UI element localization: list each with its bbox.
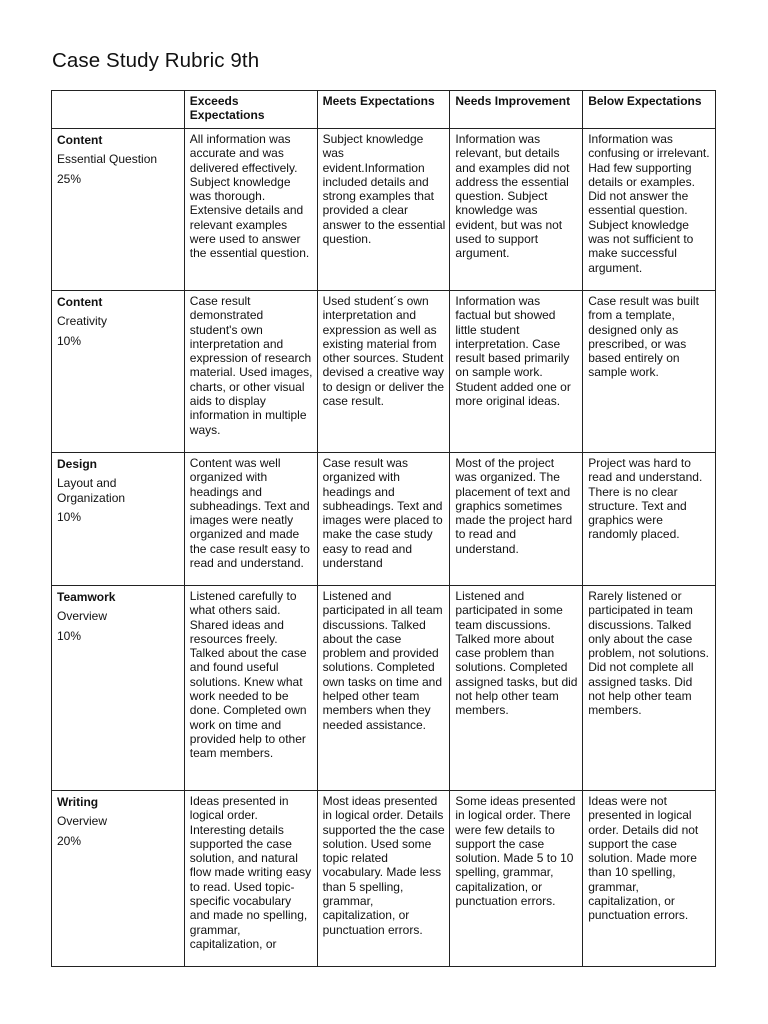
- below-cell: [583, 129, 716, 291]
- exceeds-text: All information was accurate and was delivered effectively. Subject knowledge was thorough. Extensive details and relevant examples were used to answer the essential question.: [189, 132, 310, 261]
- needs-cell: [450, 291, 583, 453]
- header-category: [52, 91, 185, 129]
- meets-text: Case result was organized with headings and subheadings. Text and images were placed to make the case study easy to read and understand: [322, 456, 443, 571]
- category-subtitle: Overview: [57, 814, 108, 829]
- needs-text: Most of the project was organized. The placement of text and graphics sometimes made the project hard to read and understand.: [455, 456, 573, 556]
- category-name: Writing: [57, 795, 99, 809]
- below-text: Case result was built from a template, designed only as prescribed, or was based entirely on sample work.: [588, 294, 699, 380]
- below-text: Ideas were not presented in logical order. Details did not support the case solution. Made more than 10 spelling, grammar, capitalization, or punctuation errors.: [588, 794, 699, 923]
- header-needs-improvement: Needs Improvement: [450, 91, 583, 129]
- category-name: Teamwork: [57, 590, 116, 604]
- category-weight: 10%: [57, 628, 82, 643]
- meets-cell: [317, 129, 450, 291]
- meets-cell: [317, 791, 450, 967]
- category-cell: [52, 291, 185, 453]
- meets-cell: [317, 291, 450, 453]
- category-cell: [52, 129, 185, 291]
- header-exceeds-expectations: Exceeds Expectations: [184, 91, 317, 129]
- category-subtitle: Layout and Organization: [57, 476, 126, 505]
- exceeds-cell: [184, 129, 317, 291]
- table-row: [52, 129, 716, 291]
- header-below-expectations: Below Expectations: [583, 91, 716, 129]
- category-subtitle: Overview: [57, 609, 108, 624]
- below-text: Rarely listened or participated in team discussions. Talked only about the case problem, not solutions. Did not complete all assigned tasks. Did not help other team members.: [588, 589, 709, 718]
- meets-text: Subject knowledge was evident.Information included details and strong examples that provided a clear answer to the essential question.: [322, 132, 446, 247]
- category-cell: [52, 791, 185, 967]
- rubric-table: [51, 90, 716, 967]
- below-text: Project was hard to read and understand. There is no clear structure. Text and graphics were randomly placed.: [588, 456, 703, 542]
- page-title: Case Study Rubric 9th: [52, 49, 260, 72]
- meets-text: Listened and participated in all team discussions. Talked about the case problem and provided solutions. Completed own tasks on time and helped other team members when they needed assistance.: [322, 589, 443, 732]
- needs-cell: [450, 129, 583, 291]
- category-weight: 20%: [57, 833, 82, 848]
- category-weight: 10%: [57, 509, 82, 524]
- needs-cell: [450, 453, 583, 586]
- category-name: Content: [57, 133, 103, 147]
- needs-text: Information was factual but showed little student interpretation. Case result based primarily on sample work. Student added one or more original ideas.: [455, 294, 571, 409]
- table-row: [52, 291, 716, 453]
- exceeds-text: Case result demonstrated student's own interpretation and expression of research material. Used images, charts, or other visual aids to display information in multiple ways.: [189, 294, 313, 437]
- exceeds-text: Listened carefully to what others said. Shared ideas and resources freely. Talked about the case and found useful solutions. Knew what work needed to be done. Completed own work on time and provided help to other team members.: [189, 589, 307, 761]
- needs-text: Information was relevant, but details and examples did not address the essential question. Subject knowledge was evident, but was not used to support argument.: [455, 132, 570, 261]
- category-cell: [52, 586, 185, 791]
- exceeds-cell: [184, 586, 317, 791]
- needs-text: Listened and participated in some team discussions. Talked more about case problem than solutions. Completed assigned tasks, but did not help other team members.: [455, 589, 578, 718]
- category-weight: 25%: [57, 171, 82, 186]
- table-row: [52, 791, 716, 967]
- category-cell: [52, 453, 185, 586]
- header-row: [52, 91, 716, 129]
- exceeds-cell: [184, 453, 317, 586]
- meets-cell: [317, 586, 450, 791]
- exceeds-cell: [184, 791, 317, 967]
- below-cell: [583, 453, 716, 586]
- below-cell: [583, 291, 716, 453]
- category-name: Design: [57, 457, 98, 471]
- needs-cell: [450, 586, 583, 791]
- meets-cell: [317, 453, 450, 586]
- table-row: [52, 453, 716, 586]
- below-cell: [583, 586, 716, 791]
- exceeds-text: Content was well organized with headings and subheadings. Text and images were neatly organized and made the case result easy to read and understand.: [189, 456, 310, 571]
- category-weight: 10%: [57, 333, 82, 348]
- category-subtitle: Essential Question: [57, 152, 158, 167]
- table-row: [52, 586, 716, 791]
- exceeds-text: Ideas presented in logical order. Interesting details supported the case solution, and natural flow made writing easy to read. Used topic-specific vocabulary and made no spelling, grammar, capitalization, or: [189, 794, 312, 951]
- exceeds-cell: [184, 291, 317, 453]
- meets-text: Used student´s own interpretation and expression as well as existing material from other sources. Student devised a creative way to design or deliver the case result.: [322, 294, 444, 409]
- below-text: Information was confusing or irrelevant. Had few supporting details or examples. Did not answer the essential question. Subject knowledge was not sufficient to make successful argument.: [588, 132, 710, 275]
- below-cell: [583, 791, 716, 967]
- category-subtitle: Creativity: [57, 314, 108, 329]
- meets-text: Most ideas presented in logical order. Details supported the the case solution. Used some topic related vocabulary. Made less than 5 spelling, grammar, capitalization, or punctuation errors.: [322, 794, 445, 937]
- needs-cell: [450, 791, 583, 967]
- category-name: Content: [57, 295, 103, 309]
- needs-text: Some ideas presented in logical order. There were few details to support the case solution. Made 5 to 10 spelling, grammar, capitalization, or punctuation errors.: [455, 794, 576, 909]
- header-meets-expectations: Meets Expectations: [317, 91, 450, 129]
